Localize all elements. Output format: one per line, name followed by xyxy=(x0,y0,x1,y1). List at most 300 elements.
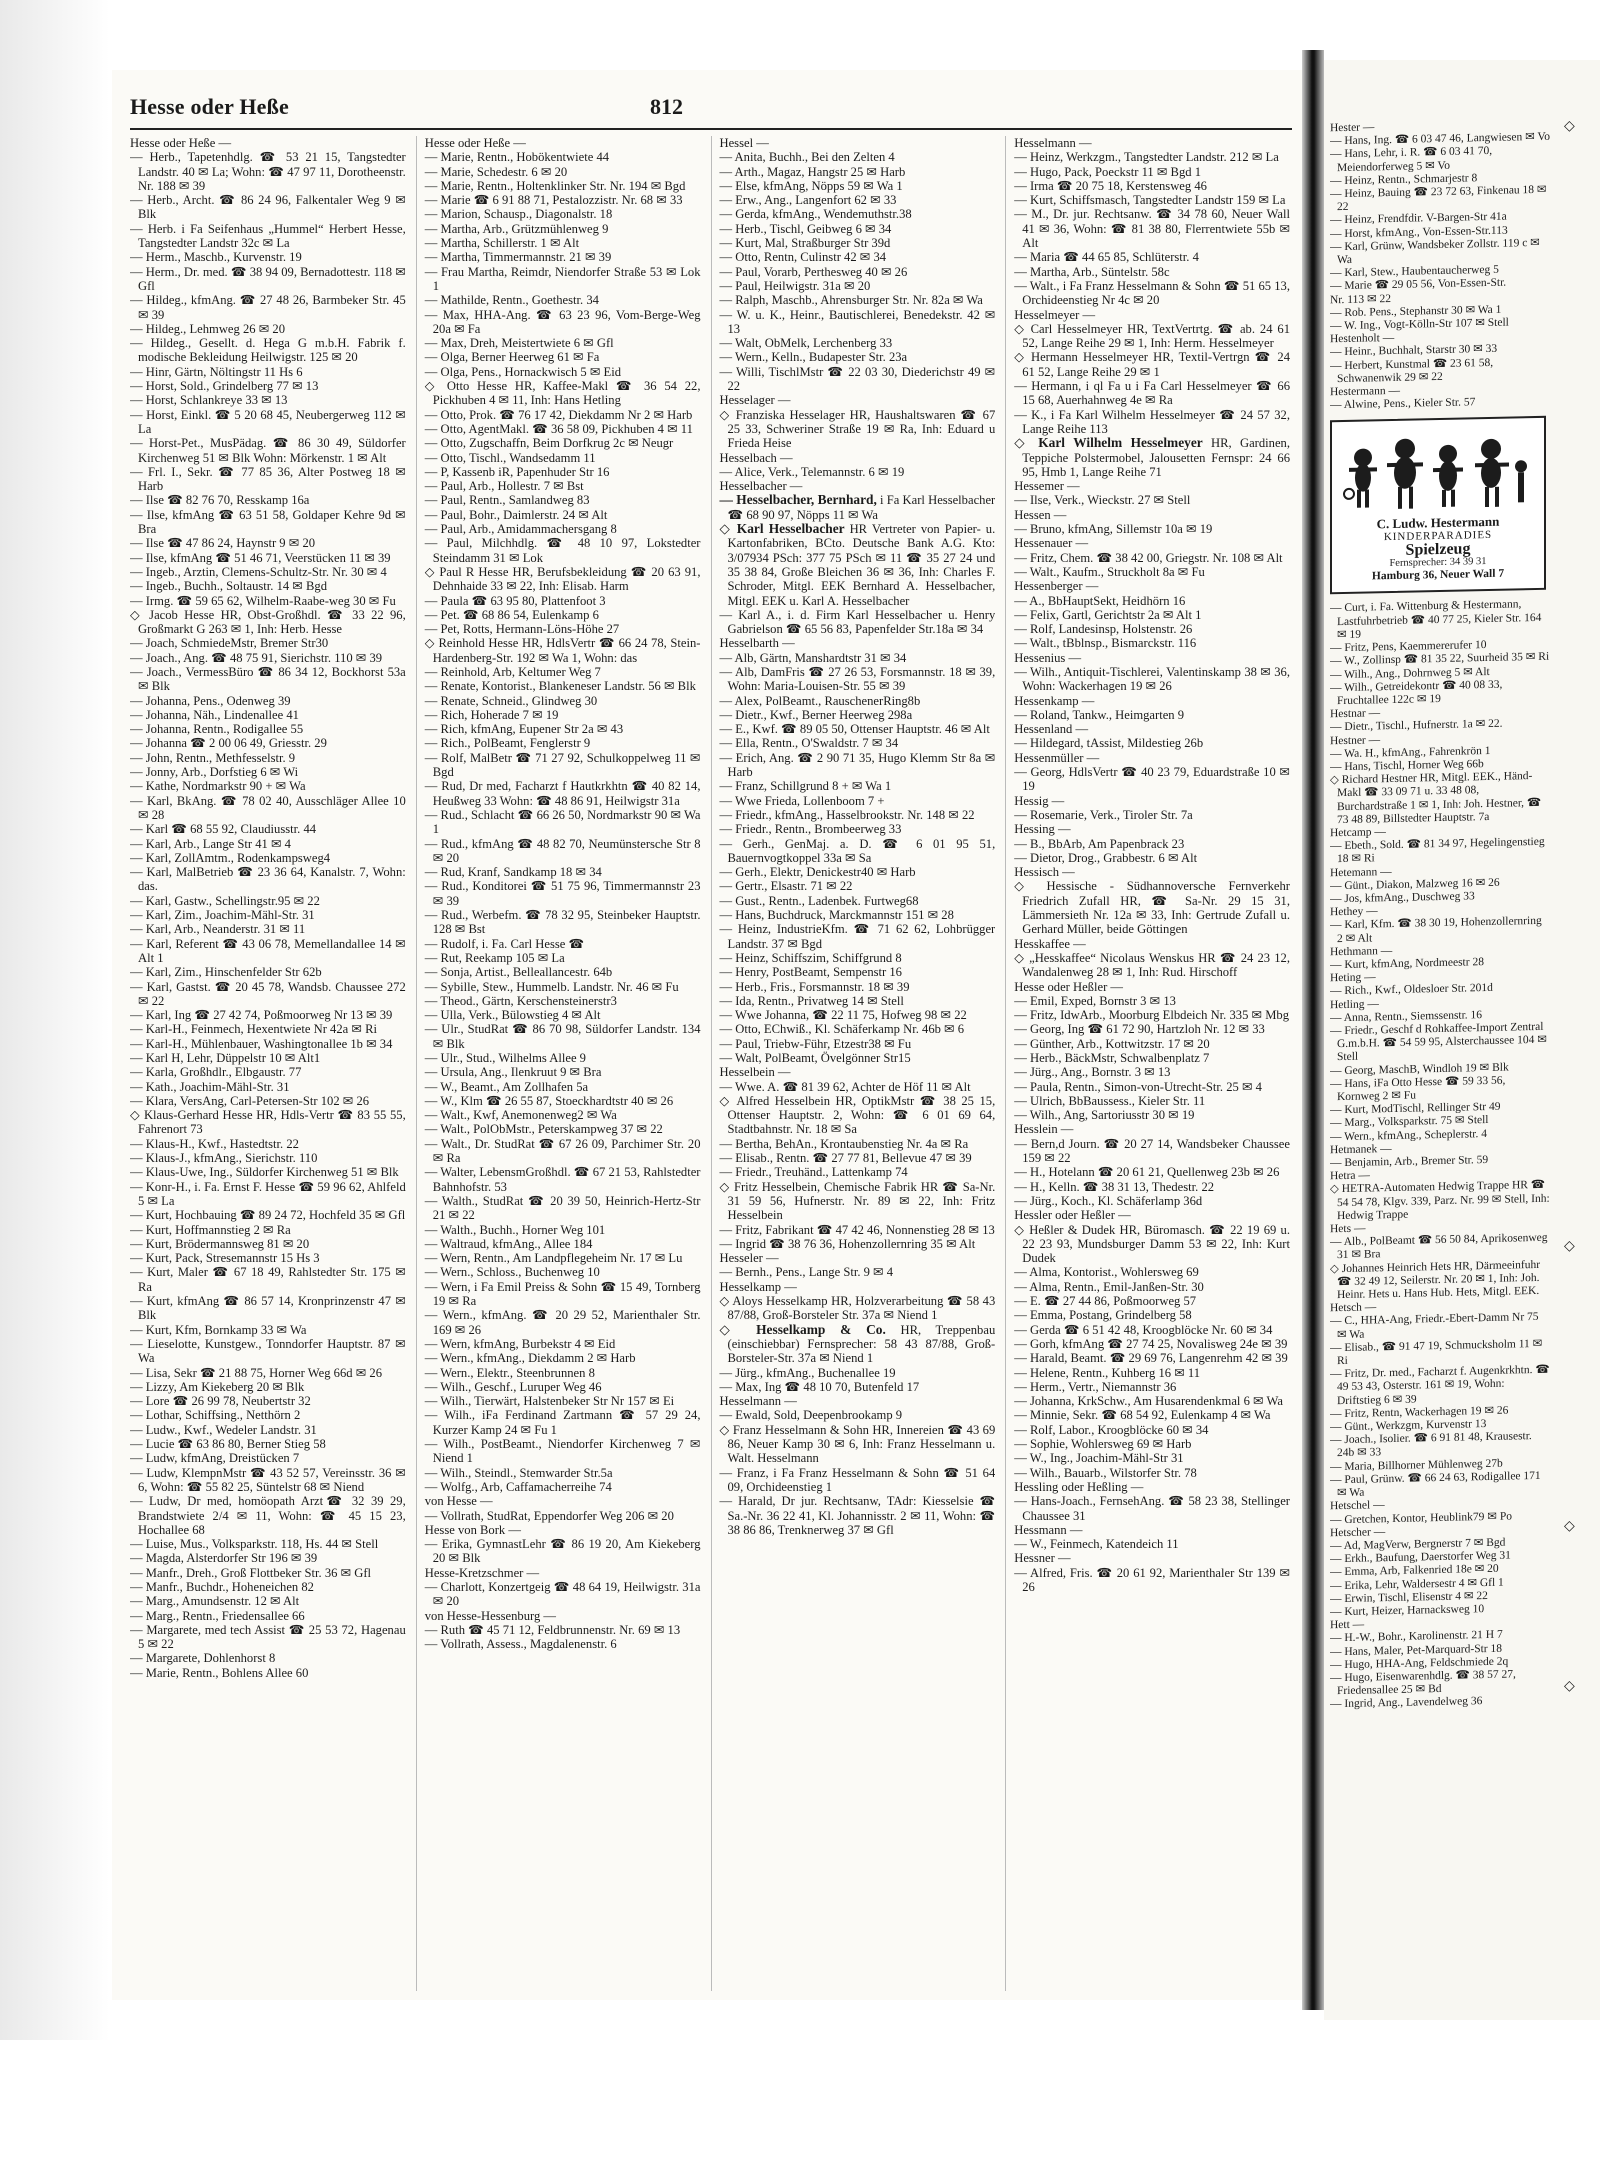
directory-entry: — Johanna, Näh., Lindenallee 41 xyxy=(130,707,299,722)
directory-entry: — Fritz, Dr. med., Facharzt f. Augenkrkhtn. ☎ 49 53 43, Osterstr. 161 ✉ 19, Wohn: Driftstieg 6 ✉ 39 xyxy=(1330,1363,1550,1407)
directory-entry: — Günt., Diakon, Malzweg 16 ✉ 26 xyxy=(1330,876,1500,893)
facing-page-margin-marks xyxy=(1562,120,1592,2000)
directory-entry: — Karla, Großhdlr., Elbgaustr. 77 xyxy=(130,1065,302,1080)
directory-entry: — Kurt, Schiffsmasch, Tangstedter Landstr 159 ✉ La xyxy=(1014,193,1286,208)
directory-entry: Hessenkamp — xyxy=(1014,693,1095,708)
directory-entry: — Heinz, Werkzgm., Tangstedter Landstr. 212 ✉ La xyxy=(1014,150,1279,165)
directory-entry: Hessen — xyxy=(1014,507,1067,522)
directory-entry: — Renate, Schneid., Glindweg 30 xyxy=(424,693,598,708)
directory-entry: — Jos, kfmAng., Duschweg 33 xyxy=(1330,890,1475,906)
directory-entry: — Karl, Gastst. ☎ 20 45 78, Wandsb. Chaussee 272 ✉ 22 xyxy=(130,979,406,1008)
directory-entry: — Marie ☎ 29 05 56, Von-Essen-Str. xyxy=(1330,277,1507,293)
directory-entry: — Kathe, Nordmarkstr 90 + ✉ Wa xyxy=(130,779,306,794)
directory-entry: — Herb. i Fa Seifenhaus „Hummel“ Herbert Hesse, Tangstedter Landstr 32c ✉ La xyxy=(130,221,406,251)
directory-entry: — Reinhold, Arb, Keltumer Weg 7 xyxy=(424,664,601,679)
directory-entry: — Paul, Arb., Hollestr. 7 ✉ Bst xyxy=(424,479,584,494)
directory-entry: — Hesselbacher, Bernhard, i Fa Karl Hesselbacher ☎ 68 90 97, Nöpps 11 ✉ Wa xyxy=(719,492,996,522)
directory-entry: — Bern,d Journ. ☎ 20 27 14, Wandsbeker Chaussee 159 ✉ 22 xyxy=(1014,1136,1290,1166)
directory-entry: — Karl-H., Feinmech, Hexentwiete Nr 42a ✉ Ri xyxy=(130,1022,377,1037)
directory-entry: — Dietor, Drog., Grabbestr. 6 ✉ Alt xyxy=(1014,850,1198,865)
directory-entry: Hetsch — xyxy=(1330,1301,1377,1315)
directory-entry: — Ewald, Sold, Deepenbrookamp 9 xyxy=(719,1408,903,1423)
directory-entry: — Georg, Ing ☎ 61 72 90, Hartzloh Nr. 12 ✉ 33 xyxy=(1014,1022,1265,1037)
directory-entry: — Paula, Rentn., Simon-von-Utrecht-Str. 25 ✉ 4 xyxy=(1014,1079,1262,1094)
directory-entry: — Karl, ZollAmtm., Rodenkampsweg4 xyxy=(130,850,331,865)
directory-entry: — Gerh., GenMaj. a. D. ☎ 6 01 95 51, Bauernvogtkoppel 33a ✉ Sa xyxy=(719,836,996,865)
directory-entry: — Minnie, Sekr. ☎ 68 54 92, Eulenkamp 4 ✉ Wa xyxy=(1014,1408,1271,1423)
directory-entry: Hessner — xyxy=(1014,1551,1071,1566)
directory-entry: — Heinz, IndustrieKfm. ☎ 71 62 62, Lohbrügger Landstr. 37 ✉ Bgd xyxy=(719,922,996,951)
directory-entry: — Walth., Buchh., Horner Weg 101 xyxy=(424,1222,606,1237)
directory-entry: — Olga, Pens., Hornackwisch 5 ✉ Eid xyxy=(424,364,622,379)
directory-entry: — Alex, PolBeamt., RauschenerRing8b xyxy=(719,693,921,708)
directory-entry: — Gerh., Elektr, Denickestr40 ✉ Harb xyxy=(719,865,916,880)
directory-entry: ◇ Johannes Heinrich Hets HR, Därmeeinfuhr ☎ 32 49 12, Seilerstr. Nr. 20 ✉ 1, Inh: Joh. Heinr. Hets u. Hans Hub. Hets, Mitgl. EEK. xyxy=(1330,1258,1541,1302)
directory-entry: — Otto, Prok. ☎ 76 17 42, Diekdamm Nr 2 ✉ Harb xyxy=(424,407,693,422)
directory-entry: — Jürg., Ang., Bornstr. 3 ✉ 13 xyxy=(1014,1065,1171,1080)
directory-entry: — Rut, Reekamp 105 ✉ La xyxy=(424,950,565,965)
directory-entry: — Herb., Fris., Forsmannstr. 18 ✉ 39 xyxy=(719,979,910,994)
directory-entry: — Wilh., Steindl., Stemwarder Str.5a xyxy=(424,1465,613,1480)
directory-entry: — Karl-H., Mühlenbauer, Washingtonallee 1b ✉ 34 xyxy=(130,1036,393,1051)
directory-entry: — Klara, VersAng, Carl-Petersen-Str 102 ✉ 26 xyxy=(130,1093,370,1108)
directory-entry: — Gust., Rentn., Ladenbek. Furtweg68 xyxy=(719,893,919,908)
directory-entry: — Ad, MagVerw, Bergnerstr 7 ✉ Bgd xyxy=(1330,1536,1506,1553)
directory-entry: — Herb., BäckMstr, Schwalbenplatz 7 xyxy=(1014,1051,1210,1065)
directory-entry: — E., Kwf. ☎ 89 05 50, Ottenser Hauptstr. 46 ✉ Alt xyxy=(719,722,990,737)
directory-entry: — Paul, Heilwigstr. 31a ✉ 20 xyxy=(719,278,871,293)
page-number: 812 xyxy=(650,94,683,119)
book-binding-gutter xyxy=(1302,50,1324,2010)
directory-entry: — Ludw, kfmAng, Dreistücken 7 xyxy=(130,1451,300,1466)
directory-entry: — Klaus-H., Kwf., Hastedtstr. 22 xyxy=(130,1136,299,1151)
directory-entry: — Ludw., Kwf., Wedeler Landstr. 31 xyxy=(130,1422,317,1437)
directory-entry: — Wwe Johanna, ☎ 22 11 75, Hofweg 98 ✉ 22 xyxy=(719,1008,967,1023)
directory-entry: — Marie, Schedestr. 6 ✉ 20 xyxy=(424,164,568,179)
directory-entry: — Paula ☎ 63 95 80, Plattenfoot 3 xyxy=(424,593,606,608)
directory-entry: — Martha, Arb., Grützmühlenweg 9 xyxy=(424,221,609,236)
directory-entry: — Paul, Vorarb, Perthesweg 40 ✉ 26 xyxy=(719,264,908,279)
entry-list xyxy=(130,150,406,1680)
directory-entry: — Ingrid, Ang., Lavendelweg 36 xyxy=(1330,1695,1483,1711)
directory-entry: — C., HHA-Ang, Friedr.-Ebert-Damm Nr 75 ✉ Wa xyxy=(1330,1311,1539,1341)
directory-entry: — Martha, Arb., Süntelstr. 58c xyxy=(1014,264,1170,279)
directory-entry: — W., Beamt., Am Zollhafen 5a xyxy=(424,1079,589,1094)
directory-entry: — Wa. H., kfmAng., Fahrenkrön 1 xyxy=(1330,744,1491,761)
directory-entry: — Hildeg., kfmAng. ☎ 27 48 26, Barmbeker Str. 45 ✉ 39 xyxy=(130,293,406,322)
directory-entry: — Kurt, ModTischl, Rellinger Str 49 xyxy=(1330,1100,1501,1117)
directory-entry: — Max, Dreh, Meistertwiete 6 ✉ Gfl xyxy=(424,336,614,351)
directory-entry: Hesselbein — xyxy=(719,1065,791,1080)
directory-entry: — Else, kfmAng, Nöpps 59 ✉ Wa 1 xyxy=(719,178,903,193)
directory-entry: — Roland, Tankw., Heimgarten 9 xyxy=(1014,707,1185,722)
directory-entry: ◇ Otto Hesse HR, Kaffee-Makl ☎ 36 54 22, Pickhuben 4 ✉ 11, Inh: Hans Hetling xyxy=(424,379,701,408)
directory-entry: — Lucie ☎ 63 86 80, Berner Stieg 58 xyxy=(130,1437,326,1452)
directory-entry: ◇ „Hesskaffee“ Nicolaus Wenskus HR ☎ 24 23 12, Wandalenweg 28 ✉ 1, Inh: Rud. Hirschoff xyxy=(1014,950,1290,980)
directory-entry: — Ingeb., Buchh., Soltaustr. 14 ✉ Bgd xyxy=(130,579,328,594)
directory-entry: — Martha, Schillerstr. 1 ✉ Alt xyxy=(424,236,580,251)
directory-entry: — Wern, kfmAng, Burbekstr 4 ✉ Eid xyxy=(424,1336,616,1351)
entry-list xyxy=(425,150,701,1651)
directory-entry: — Ilse ☎ 82 76 70, Resskamp 16a xyxy=(130,493,310,508)
column-head: Hessel — xyxy=(719,136,769,150)
directory-entry: — Kurt, kfmAng, Nordmeestr 28 xyxy=(1330,956,1484,972)
directory-entry: — Otto, EChwiß., Kl. Schäferkamp Nr. 46b ✉ 6 xyxy=(719,1022,965,1037)
directory-entry: Hetcamp — xyxy=(1330,826,1386,840)
directory-entry: — Vollrath, Assess., Magdalenenstr. 6 xyxy=(424,1637,617,1652)
directory-entry: — Otto, Zugschaffn, Beim Dorfkrug 2c ✉ Neugr xyxy=(424,436,674,451)
directory-entry: — Wolfg., Arb, Caffamacherreihe 74 xyxy=(424,1479,612,1494)
directory-entry: — E. ☎ 27 44 86, Poßmoorweg 57 xyxy=(1014,1294,1197,1309)
advertisement xyxy=(1330,416,1546,595)
directory-entry: — Bruno, kfmAng, Sillemstr 10a ✉ 19 xyxy=(1014,522,1213,537)
directory-entry: ◇ Alfred Hesselbein HR, OptikMstr ☎ 38 25 15, Ottenser Hauptstr. 2, Wohn: ☎ 6 01 69 64, Stadtbahnstr. Nr. 18 ✉ Sa xyxy=(719,1093,996,1137)
directory-entry: — Horst-Pet., MusPädag. ☎ 86 30 49, Süldorfer Kirchenweg 51 ✉ Blk Wohn: Mörkenstr. 1 ✉ Alt xyxy=(130,436,406,465)
directory-entry: Hesslein — xyxy=(1014,1122,1074,1137)
directory-entry: Hesselbarth — xyxy=(719,636,795,651)
directory-entry: — Karl, Referent ☎ 43 06 78, Memellandallee 14 ✉ Alt 1 xyxy=(130,936,406,965)
directory-entry: — Herbert, Kunstmal ☎ 23 61 58, Schwanenwik 29 ✉ 22 xyxy=(1330,356,1494,386)
directory-entry: — Konr-H., i. Fa. Ernst F. Hesse ☎ 59 96 62, Ahlfeld 5 ✉ La xyxy=(130,1179,406,1208)
directory-entry: — Kurt, Brödermannsweg 81 ✉ 20 xyxy=(130,1236,310,1251)
directory-entry: — Dietr., Kwf., Berner Heerweg 298a xyxy=(719,707,913,722)
directory-entry: — Rud., Schlacht ☎ 66 26 50, Nordmarkstr 90 ✉ Wa 1 xyxy=(424,807,701,837)
directory-entry: — Wilh., Tierwärt, Halstenbeker Str Nr 157 ✉ Ei xyxy=(424,1394,675,1409)
directory-entry: — Irma ☎ 20 75 18, Kerstensweg 46 xyxy=(1014,178,1207,193)
directory-entry: — Arth., Magaz, Hangstr 25 ✉ Harb xyxy=(719,164,906,179)
directory-entry: — Elisab., ☎ 91 47 19, Schmucksholm 11 ✉ Ri xyxy=(1330,1337,1543,1368)
directory-entry: Hessing — xyxy=(1014,822,1071,837)
directory-entry: Hesselmann — xyxy=(719,1394,797,1409)
directory-entry: — Otto, AgentMakl. ☎ 36 58 09, Pickhuben 4 ✉ 11 xyxy=(424,421,693,436)
directory-entry: — Heinr., Buchhalt, Starstr 30 ✉ 33 xyxy=(1330,343,1498,359)
directory-entry: — Karl, Ing ☎ 27 42 74, Poßmoorweg Nr 13 ✉ 39 xyxy=(130,1008,393,1023)
directory-entry: — Horst, Sold., Grindelberg 77 ✉ 13 xyxy=(130,379,319,394)
directory-entry: Hessemer — xyxy=(1014,479,1080,494)
directory-entry: — Anna, Rentn., Siemssenstr. 16 xyxy=(1330,1008,1483,1025)
directory-entry: — Kurt, Maler ☎ 67 18 49, Rahlstedter Str. 175 ✉ Ra xyxy=(130,1265,406,1294)
directory-entry: — Karl, Stew., Haubentaucherweg 5 xyxy=(1330,264,1499,280)
directory-entry: — Harald, Beamt. ☎ 29 69 76, Langenrehm 42 ✉ 39 xyxy=(1014,1351,1288,1366)
directory-entry: — Paul, Milchhdlg. ☎ 48 10 97, Lokstedter Steindamm 31 ✉ Lok xyxy=(424,536,701,565)
directory-entry: — Johanna, Rentn., Rodigallee 55 xyxy=(130,722,304,737)
directory-entry: — Wilh., Getreidekontr ☎ 40 08 33, Fruchtallee 122c ✉ 19 xyxy=(1330,678,1503,708)
directory-entry: — Benjamin, Arb., Bremer Str. 59 xyxy=(1330,1154,1489,1170)
directory-entry: — Georg, HdlsVertr ☎ 40 23 79, Eduardstraße 10 ✉ 19 xyxy=(1014,765,1290,794)
directory-entry: — Ulr., StudRat ☎ 86 70 98, Süldorfer Landstr. 134 ✉ Blk xyxy=(424,1022,701,1051)
header-title: Hesse oder Heße xyxy=(130,94,290,119)
directory-entry: — Hans, Buchdruck, Marckmannstr 151 ✉ 28 xyxy=(719,908,954,923)
directory-entry: — Kurt, Pack, Stresemannstr 15 Hs 3 xyxy=(130,1251,320,1266)
facing-entries-top xyxy=(1330,118,1550,413)
directory-entry: — Friedr., Geschf d Rohkaffee-Import Zentral G.m.b.H. ☎ 54 59 95, Alsterchaussee 104 ✉ Stell xyxy=(1330,1020,1547,1064)
directory-entry: Hessmann — xyxy=(1014,1522,1083,1537)
directory-entry: — Gorh, kfmAng ☎ 27 74 25, Novalisweg 24e ✉ 39 xyxy=(1014,1336,1288,1351)
directory-entry: — Lisa, Sekr ☎ 21 88 75, Horner Weg 66d ✉ 26 xyxy=(130,1365,382,1380)
directory-entry: Hessisch — xyxy=(1014,865,1075,880)
directory-entry: — Wilh., Ang, Sartoriusstr 30 ✉ 19 xyxy=(1014,1108,1195,1123)
directory-entry: — Pet. ☎ 68 86 54, Eulenkamp 6 xyxy=(424,607,599,622)
directory-entry: — Marie ☎ 6 91 88 71, Pestalozzistr. Nr. 68 ✉ 33 xyxy=(424,193,683,208)
directory-entry: — Johanna, Pens., Odenweg 39 xyxy=(130,693,291,708)
directory-entry: ◇ Karl Hesselbacher HR Vertreter von Papier- u. Kartonfabriken, BCto. Deutsche Bank A.G. Kto: 3/07934 PSch: 377 75 PSch ✉ 11 ☎ 35 27 24 und 35 38 84, Große Bleichen 36 ✉ 36, Inh: Charles F. Schroder, Mitgl. EEK Bernhard A. Hesselbacher, Mitgl. EEK u. Karl A. Hesselbacher xyxy=(719,521,996,608)
directory-entry: — Heinz, Rentn., Schmarjestr 8 xyxy=(1330,172,1478,188)
directory-entry: — Erw., Ang., Langenfort 62 ✉ 33 xyxy=(719,193,897,208)
directory-entry: — Henry, PostBeamt, Sempenstr 16 xyxy=(719,965,902,980)
directory-entry: — Horst, Einkl. ☎ 5 20 68 45, Neubergerweg 112 ✉ La xyxy=(130,407,406,436)
directory-entry: — Emma, Arb, Falkenried 18e ✉ 20 xyxy=(1330,1563,1499,1579)
directory-entry: — Hans-Joach., FernsehAng. ☎ 58 23 38, Stellinger Chaussee 31 xyxy=(1014,1494,1290,1523)
directory-entry: — B., BbArb, Am Papenbrack 23 xyxy=(1014,836,1185,851)
directory-entry: — Ebeth., Sold. ☎ 81 34 97, Hegelingenstieg 18 ✉ Ri xyxy=(1330,835,1545,866)
directory-entry: — Wilh., iFa Ferdinand Zartmann ☎ 57 29 24, Kurzer Kamp 24 ✉ Fu 1 xyxy=(424,1408,701,1437)
directory-entry: Hessler oder Heßler — xyxy=(1014,1208,1131,1223)
directory-entry: — Felix, Gartl, Gerichtstr 2a ✉ Alt 1 xyxy=(1014,607,1202,622)
directory-entry: — Gerda ☎ 6 51 42 48, Kroogblöcke Nr. 60 ✉ 34 xyxy=(1014,1322,1273,1337)
directory-entry: — Hans, Lehr, i. R. ☎ 6 03 41 70, Meiendorferweg 5 ✉ Vo xyxy=(1330,145,1493,174)
directory-entry: — Erika, Lehr, Waldersestr 4 ✉ Gfl 1 xyxy=(1330,1576,1504,1592)
directory-entry: von Hesse — xyxy=(424,1494,493,1509)
directory-entry: Hets — xyxy=(1330,1222,1366,1236)
directory-entry: — Friedr., kfmAng., Hasselbrookstr. Nr. 148 ✉ 22 xyxy=(719,807,975,822)
directory-entry: — Karl, Grünw, Wandsbeker Zollstr. 119 c ✉ Wa xyxy=(1330,236,1540,267)
directory-entry: — Klaus-J., kfmAng., Sierichstr. 110 xyxy=(130,1151,318,1166)
directory-entry: — M., Dr. jur. Rechtsanw. ☎ 34 78 60, Neuer Wall 41 ✉ 36, Wohn: ☎ 81 38 80, Flerrentwiete 55b ✉ Alt xyxy=(1014,207,1290,251)
directory-entry: Hessenauer — xyxy=(1014,536,1089,551)
directory-entry: — Helene, Rentn., Kuhberg 16 ✉ 11 xyxy=(1014,1365,1201,1380)
directory-entry: — W., Ing., Joachim-Mähl-Str 31 xyxy=(1014,1451,1184,1466)
directory-entry: — Hildegard, tAssist, Mildestieg 26b xyxy=(1014,736,1204,751)
directory-entry: — Hans, Maler, Pet-Marquard-Str 18 xyxy=(1330,1642,1503,1658)
directory-entry: — Marg., Volksparkstr. 75 ✉ Stell xyxy=(1330,1114,1489,1130)
directory-entry: Hestenholt — xyxy=(1330,332,1395,346)
directory-entry: — Lizzy, Am Kiekeberg 20 ✉ Blk xyxy=(130,1379,305,1394)
directory-entry: — Rich, kfmAng, Eupener Str 2a ✉ 43 xyxy=(424,722,624,737)
directory-entry: Hessenius — xyxy=(1014,650,1082,665)
directory-entry: — Anita, Buchh., Bei den Zelten 4 xyxy=(719,150,895,165)
directory-entry: — Hans, iFa Otto Hesse ☎ 59 33 56, Kornweg 2 ✉ Fu xyxy=(1330,1074,1506,1104)
directory-entry: Hethey — xyxy=(1330,905,1378,919)
directory-entry: — Marion, Schausp., Diagonalstr. 18 xyxy=(424,207,613,222)
directory-entry: — Ilse, kfmAng ☎ 63 51 58, Goldaper Kehre 9d ✉ Bra xyxy=(130,507,406,537)
directory-entry: — Olga, Berner Heerweg 61 ✉ Fa xyxy=(424,350,600,365)
directory-entry: Hetscher — xyxy=(1330,1525,1386,1540)
directory-entry: — Sonja, Artist., Belleallancestr. 64b xyxy=(424,965,613,980)
directory-entry: — Charlott, Konzertgeig ☎ 48 64 19, Heilwigstr. 31a ✉ 20 xyxy=(424,1579,701,1609)
directory-entry: — H., Kelln. ☎ 38 31 13, Thedestr. 22 xyxy=(1014,1179,1215,1194)
directory-entry: Hessig — xyxy=(1014,793,1065,808)
directory-entry: — Gertr., Elsastr. 71 ✉ 22 xyxy=(719,879,853,894)
directory-entry: — Wilh., PostBeamt., Niendorfer Kirchenweg 7 ✉ Niend 1 xyxy=(424,1437,701,1466)
directory-entry: — K., i Fa Karl Wilhelm Hesselmeyer ☎ 24 57 32, Lange Reihe 113 xyxy=(1014,407,1290,436)
directory-entry: — W. u. K., Heinr., Bautischlerei, Benedekstr. 42 ✉ 13 xyxy=(719,307,996,336)
directory-entry: — Rich., PolBeamt, Fenglerstr 9 xyxy=(424,736,591,751)
directory-entry: — Herb., Archt. ☎ 86 24 96, Falkentaler Weg 9 ✉ Blk xyxy=(130,193,406,222)
directory-entry: Hesse-Kretzschmer — xyxy=(424,1565,540,1580)
directory-entry: Hesse oder Heßler — xyxy=(1014,979,1124,994)
column-2 xyxy=(416,136,701,1991)
directory-entry: — Franz, i Fa Franz Hesselmann & Sohn ☎ 51 64 09, Orchideenstieg 1 xyxy=(719,1465,996,1494)
directory-entry: — Alma, Rentn., Emil-Janßen-Str. 30 xyxy=(1014,1279,1204,1294)
directory-entry: — Manfr., Buchdr., Hoheneichen 82 xyxy=(130,1579,314,1594)
directory-entry: ◇ Reinhold Hesse HR, HdlsVertr ☎ 66 24 78, Stein-Hardenberg-Str. 192 ✉ Wa 1, Wohn: das xyxy=(424,636,701,665)
directory-entry: Hessling oder Heßling — xyxy=(1014,1479,1144,1494)
directory-entry: — Hildeg., Lehmweg 26 ✉ 20 xyxy=(130,321,286,336)
directory-entry: — Heinz, Schiffszim, Schiffgrund 8 xyxy=(719,950,902,965)
directory-entry: — Kurt, Mal, Straßburger Str 39d xyxy=(719,236,891,251)
directory-entry: — Joach., Ang. ☎ 48 75 91, Sierichstr. 110 ✉ 39 xyxy=(130,650,383,665)
directory-entry: — Wern, i Fa Emil Preiss & Sohn ☎ 15 49, Tornberg 19 ✉ Ra xyxy=(424,1279,701,1309)
directory-entry: von Hesse-Hessenburg — xyxy=(424,1608,557,1623)
directory-entry: — Hans, Tischl, Horner Weg 66b xyxy=(1330,758,1484,774)
directory-entry: — Maria, Billhorner Mühlenweg 27b xyxy=(1330,1457,1503,1473)
directory-entry: — Ulrich, BbBaussess., Kieler Str. 11 xyxy=(1014,1093,1206,1108)
directory-entry: — Fritz, Chem. ☎ 38 42 00, Griegstr. Nr. 108 ✉ Alt xyxy=(1014,550,1283,565)
directory-entry: ◇ Fritz Hesselbein, Chemische Fabrik HR ☎ Sa-Nr. 31 59 56, Hufnerstr. Nr. 89 ✉ 22, Inh: Fritz Hesselbein xyxy=(719,1179,996,1223)
directory-entry: Hester — xyxy=(1330,121,1375,135)
directory-entry: — Erwin, Tischl, Elisenstr 4 ✉ 22 xyxy=(1330,1589,1488,1606)
directory-entry: — Sophie, Wohlersweg 69 ✉ Harb xyxy=(1014,1437,1192,1452)
diamond-icon: ◇ xyxy=(1564,1519,1575,1534)
directory-entry: — Ulla, Verk., Bülowstieg 4 ✉ Alt xyxy=(424,1008,601,1023)
directory-entry: — A., BbHauptSekt, Heidhörn 16 xyxy=(1014,593,1186,608)
directory-entry: Hethmann — xyxy=(1330,944,1393,959)
directory-entry: — Herm., Dr. med. ☎ 38 94 09, Bernadottestr. 118 ✉ Gfl xyxy=(130,264,406,293)
directory-entry: — Alma, Kontorist., Wohlersweg 69 xyxy=(1014,1265,1199,1280)
entry-emphasis: ◇ Hesselkamp & Co. xyxy=(719,1321,886,1337)
directory-entry: — Franz, Schillgrund 8 + ✉ Wa 1 xyxy=(719,779,892,794)
column-3 xyxy=(711,136,996,1991)
directory-entry: — Emil, Exped, Bornstr 3 ✉ 13 xyxy=(1014,993,1176,1008)
directory-entry: — H.-W., Bohr., Karolinenstr. 21 H 7 xyxy=(1330,1629,1503,1645)
directory-entry: — Herm., Maschb., Kurvenstr. 19 xyxy=(130,250,302,265)
directory-entry: — Rich, Hoherade 7 ✉ 19 xyxy=(424,707,559,722)
directory-entry: — Willi, TischlMstr ☎ 22 03 30, Diederichstr 49 ✉ 22 xyxy=(719,364,996,394)
directory-entry: — Marg., Amundsenstr. 12 ✉ Alt xyxy=(130,1594,300,1609)
column-head: Hesse oder Heße — xyxy=(130,136,232,150)
directory-entry: ◇ Franz Hesselmann & Sohn HR, Innereien ☎ 43 69 86, Neuer Kamp 30 ✉ 6, Inh: Franz Hesselmann u. Walt. Hesselmann xyxy=(719,1422,996,1466)
directory-entry: — Horst, Schlankreye 33 ✉ 13 xyxy=(130,393,288,408)
directory-entry: — Erika, GymnastLehr ☎ 86 19 20, Am Kiekeberg 20 ✉ Blk xyxy=(424,1537,701,1566)
directory-entry: — Karl, Gastw., Schellingstr.95 ✉ 22 xyxy=(130,893,320,908)
directory-entry: Hesselbach — xyxy=(719,450,793,465)
directory-entry: — Walt, PolBeamt, Övelgönner Str15 xyxy=(719,1051,911,1065)
directory-entry: — Hildeg., Gesellt. d. Hega G m.b.H. Fabrik f. modische Bekleidung Heilwigstr. 125 ✉ 20 xyxy=(130,336,406,365)
directory-entry: — Hugo, Eisenwarenhdlg. ☎ 38 57 27, Friedensallee 25 ✉ Bd xyxy=(1330,1668,1516,1698)
directory-entry: — Rud., Werbefm. ☎ 78 32 95, Steinbeker Hauptstr. 128 ✉ Bst xyxy=(424,908,701,937)
directory-entry: — Georg, MaschB, Windloh 19 ✉ Blk xyxy=(1330,1061,1509,1077)
directory-entry: — Fritz, Fabrikant ☎ 47 42 46, Nonnenstieg 28 ✉ 13 xyxy=(719,1222,995,1237)
directory-entry: — Ralph, Maschb., Ahrensburger Str. Nr. 82a ✉ Wa xyxy=(719,293,983,308)
column-head: Hesselmann — xyxy=(1014,136,1092,150)
directory-entry: — Waltraud, kfmAng., Allee 184 xyxy=(424,1236,593,1251)
directory-entry: ◇ Aloys Hesselkamp HR, Holzverarbeitung ☎ 58 43 87/88, Groß-Borsteler Str. 37a ✉ Niend 1 xyxy=(719,1294,996,1323)
directory-entry: — Max, HHA-Ang. ☎ 63 23 96, Vom-Berge-Weg 20a ✉ Fa xyxy=(424,307,701,336)
directory-entry: — Renate, Kontorist., Blankeneser Landstr. 56 ✉ Blk xyxy=(424,679,696,694)
directory-entry: — Karl ☎ 68 55 92, Claudiusstr. 44 xyxy=(130,822,317,837)
directory-entry: — Erkh., Baufung, Daerstorfer Weg 31 xyxy=(1330,1549,1511,1566)
ad-subtitle: KINDERPARADIES xyxy=(1383,528,1493,543)
directory-entry: — Karl, Arb., Lange Str 41 ✉ 4 xyxy=(130,836,291,851)
directory-entry: — Joach., VermessBüro ☎ 86 34 12, Bockhorst 53a ✉ Blk xyxy=(130,664,406,694)
directory-entry: — Walt., Kwf, Anemonenweg2 ✉ Wa xyxy=(424,1108,617,1123)
directory-entry: — Walt., Kaufm., Struckholt 8a ✉ Fu xyxy=(1014,564,1205,579)
directory-entry: Hesselkamp — xyxy=(719,1279,797,1294)
directory-page xyxy=(112,70,1302,2000)
directory-entry: — Paul, Grünw. ☎ 66 24 63, Rodigallee 171 ✉ Wa xyxy=(1330,1469,1541,1500)
directory-entry: — Frl. I., Sekr. ☎ 77 85 36, Alter Postweg 18 ✉ Harb xyxy=(130,464,406,494)
directory-entry: — Hugo, Pack, Poeckstr 11 ✉ Bgd 1 xyxy=(1014,164,1201,179)
directory-entry: Hesskaffee — xyxy=(1014,936,1086,951)
directory-entry: — Wilh., Bauarb., Wilstorfer Str. 78 xyxy=(1014,1465,1197,1480)
directory-entry: — W. Ing., Vogt-Kölln-Str 107 ✉ Stell xyxy=(1330,316,1509,333)
directory-entry: — Fritz, Rentn, Wackerhagen 19 ✉ 26 xyxy=(1330,1404,1509,1421)
directory-entry: — Rob. Pens., Stephanstr 30 ✉ Wa 1 xyxy=(1330,303,1502,320)
directory-entry: Hetemann — xyxy=(1330,865,1392,879)
directory-entry: — Kurt, Heizer, Harnacksweg 10 xyxy=(1330,1602,1485,1619)
directory-entry: — Karl, BkAng. ☎ 78 02 40, Ausschläger Allee 10 ✉ 28 xyxy=(130,793,406,822)
directory-entry: — Ludw, Dr med, homöopath Arzt☎ 32 39 29, Brandstwiete 2/4 ✉ 11, Wohn: ☎ 45 15 23, Hochallee 68 xyxy=(130,1494,406,1537)
dancing-figures-illustration xyxy=(1343,427,1533,515)
directory-entry: — Manfr., Dreh., Groß Flottbeker Str. 36 ✉ Gfl xyxy=(130,1565,372,1580)
directory-entry: — Rud., kfmAng ☎ 48 82 70, Neumünstersche Str 8 ✉ 20 xyxy=(424,836,701,865)
directory-entry: — Margarete, Dohlenhorst 8 xyxy=(130,1651,276,1666)
directory-entry: — Wilh., Ang., Dohrnweg 5 ✉ Alt xyxy=(1330,665,1490,681)
directory-entry: — Marie, Rentn., Holtenklinker Str. Nr. 194 ✉ Bgd xyxy=(424,178,686,193)
ad-company-name: C. Ludw. Hestermann xyxy=(1376,514,1500,532)
directory-entry: — Kurt, kfmAng ☎ 86 57 14, Kronprinzenstr 47 ✉ Blk xyxy=(130,1294,406,1323)
directory-entry: — Walt., PolObMstr., Peterskampweg 37 ✉ 22 xyxy=(424,1122,663,1137)
directory-entry: — Wern, Rentn., Am Landpflegeheim Nr. 17 ✉ Lu xyxy=(424,1251,683,1266)
directory-entry: ◇ Paul R Hesse HR, Berufsbekleidung ☎ 20 63 91, Dehnhaide 33 ✉ 22, Inh: Elisab. Harm xyxy=(424,564,701,594)
directory-entry: — Irmg. ☎ 59 65 62, Wilhelm-Raabe-weg 30 ✉ Fu xyxy=(130,593,396,608)
directory-entry: — Margarete, med tech Assist ☎ 25 53 72, Hagenau 5 ✉ 22 xyxy=(130,1622,406,1652)
directory-entry: — Joach., Isolier. ☎ 6 91 81 48, Krausestr. 24b ✉ 33 xyxy=(1330,1430,1532,1460)
directory-entry: — Martha, Timmermannstr. 21 ✉ 39 xyxy=(424,250,612,265)
directory-entry: — Erich, Ang. ☎ 2 90 71 35, Hugo Klemm Str 8a ✉ Harb xyxy=(719,750,996,780)
directory-entry: — Marg., Rentn., Friedensallee 66 xyxy=(130,1608,305,1623)
directory-entry: — Harald, Dr jur. Rechtsanw, TAdr: Kiesselsie ☎ Sa.-Nr. 36 22 41, Kl. Johannisstr. 2 ✉ 11, Wohn: ☎ 38 86 86, Trenknerweg 37 ✉ Gfl xyxy=(719,1494,996,1537)
directory-entry: — Kurt, Kfm, Bornkamp 33 ✉ Wa xyxy=(130,1322,307,1337)
running-head xyxy=(130,88,1292,130)
directory-entry: — Theod., Gärtn, Kerschensteinerstr3 xyxy=(424,993,617,1008)
directory-entry: — Herb., Tapetenhdlg. ☎ 53 21 15, Tangstedter Landstr. 40 ✉ La; Wohn: ☎ 47 97 11, Dorotheenstr. Nr. 188 ✉ 39 xyxy=(130,150,406,193)
directory-entry: — Wern., Kelln., Budapester Str. 23a xyxy=(719,350,908,365)
entry-columns xyxy=(130,136,1290,1991)
directory-entry: — Otto, Rentn, Culinstr 42 ✉ 34 xyxy=(719,250,887,265)
directory-entry: — W., Klm ☎ 26 55 87, Stoeckhardtstr 40 ✉ 26 xyxy=(424,1093,674,1108)
directory-entry: — Alb, DamFris ☎ 27 26 53, Forsmannstr. 18 ✉ 39, Wohn: Maria-Louisen-Str. 55 ✉ 39 xyxy=(719,664,996,694)
directory-entry: — Lore ☎ 26 99 78, Neubertstr 32 xyxy=(130,1394,311,1409)
directory-entry: — Magda, Alsterdorfer Str 196 ✉ 39 xyxy=(130,1551,318,1566)
directory-entry: Hesseler — xyxy=(719,1251,779,1266)
directory-entry: — Rolf, Landesinsp, Holstenstr. 26 xyxy=(1014,622,1193,637)
directory-entry: — Wern., Schloss., Buchenweg 10 xyxy=(424,1265,600,1280)
directory-entry: — Otto, Tischl., Wandsedamm 11 xyxy=(424,450,596,465)
directory-entry: Hetschel — xyxy=(1330,1499,1385,1513)
diamond-icon: ◇ xyxy=(1564,119,1575,134)
directory-entry: — Gretchen, Kontor, Heublink79 ✉ Po xyxy=(1330,1509,1512,1526)
ad-product: Spielzeug xyxy=(1405,540,1471,559)
directory-entry: — Ingeb., Arztin, Clemens-Schultz-Str. Nr. 30 ✉ 4 xyxy=(130,564,387,579)
directory-entry: — Jürg., Koch., Kl. Schäferlamp 36d xyxy=(1014,1193,1203,1208)
directory-entry: — Heinz, Bauing ☎ 23 72 63, Finkenau 18 ✉ 22 xyxy=(1330,183,1547,214)
directory-entry: — Maria ☎ 44 65 85, Schlüterstr. 4 xyxy=(1014,250,1199,265)
directory-entry: — Karl, Zim., Joachim-Mähl-Str. 31 xyxy=(130,908,315,923)
directory-entry: — Herb., Tischl, Geibweg 6 ✉ 34 xyxy=(719,221,892,236)
directory-entry: — Wern., kfmAng., Diekdamm 2 ✉ Harb xyxy=(424,1351,636,1366)
entry-list xyxy=(720,150,996,1537)
